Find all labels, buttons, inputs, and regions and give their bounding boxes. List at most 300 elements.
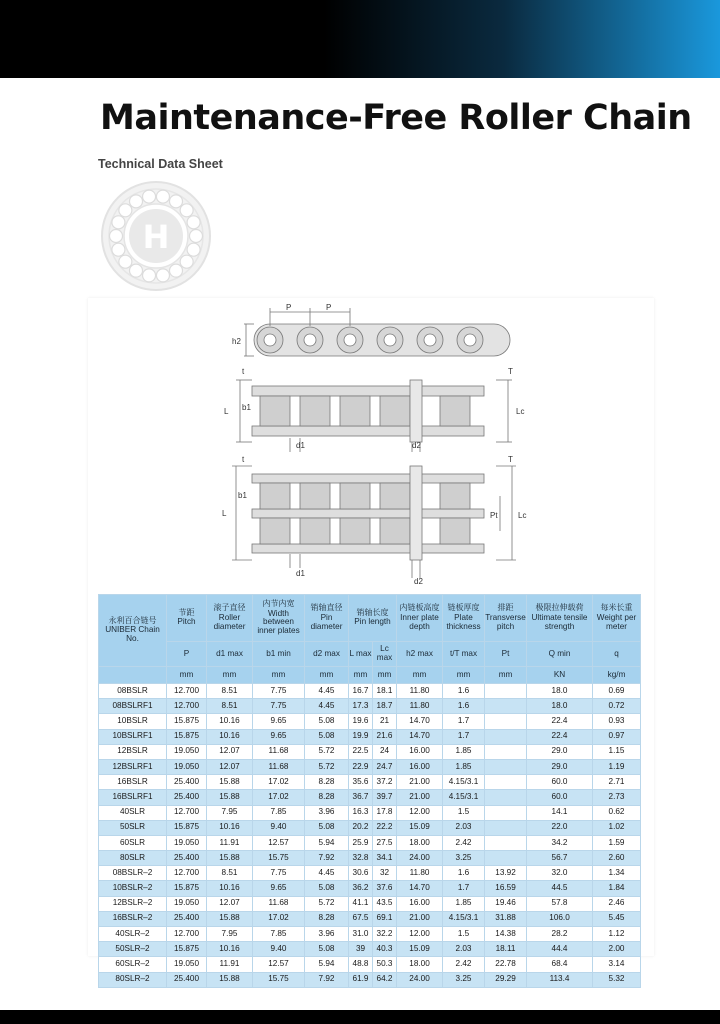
logo-ball xyxy=(156,269,169,282)
header-transverse-pitch: 排距 Transverse pitch xyxy=(485,595,527,642)
table-cell: 25.400 xyxy=(167,851,207,866)
chain-no-cell: 50SLR xyxy=(99,820,167,835)
unit-tensile-strength: KN xyxy=(527,667,593,684)
table-row xyxy=(99,927,641,942)
unit-pin-length-l: mm xyxy=(349,667,373,684)
table-cell: 5.08 xyxy=(305,729,349,744)
table-cell: 44.4 xyxy=(527,942,593,957)
table-cell: 25.9 xyxy=(349,835,373,850)
logo-ball xyxy=(156,190,169,203)
table-cell: 10.16 xyxy=(207,729,253,744)
chain-no-cell: 10BSLR xyxy=(99,714,167,729)
table-cell: 15.875 xyxy=(167,820,207,835)
table-cell: 12.700 xyxy=(167,927,207,942)
table-cell: 0.72 xyxy=(593,699,641,714)
lc-label-2: Lc xyxy=(518,511,527,520)
table-cell: 4.45 xyxy=(305,684,349,699)
table-cell: 18.0 xyxy=(527,684,593,699)
table-cell: 15.88 xyxy=(207,972,253,987)
logo-ball xyxy=(112,216,125,229)
table-cell: 32.8 xyxy=(349,851,373,866)
pt-label: Pt xyxy=(490,511,498,520)
lc-label-1: Lc xyxy=(516,407,525,416)
b1-label-2: b1 xyxy=(238,491,247,500)
table-cell: 14.70 xyxy=(397,714,443,729)
logo-ball xyxy=(119,204,132,217)
table-cell: 32.2 xyxy=(373,927,397,942)
table-cell: 11.80 xyxy=(397,684,443,699)
table-cell: 7.75 xyxy=(253,699,305,714)
table-row xyxy=(99,714,641,729)
chain-no-cell: 80SLR xyxy=(99,851,167,866)
table-cell: 17.02 xyxy=(253,911,305,926)
table-cell: 2.60 xyxy=(593,851,641,866)
chain-side-view xyxy=(244,308,510,356)
table-cell: 18.00 xyxy=(397,835,443,850)
chain-no-cell: 12BSLRF1 xyxy=(99,759,167,774)
table-cell: 15.875 xyxy=(167,942,207,957)
table-cell: 15.88 xyxy=(207,790,253,805)
table-cell: 12.07 xyxy=(207,759,253,774)
table-cell: 50.3 xyxy=(373,957,397,972)
table-cell: 11.91 xyxy=(207,835,253,850)
table-cell: 4.45 xyxy=(305,866,349,881)
table-cell xyxy=(485,835,527,850)
pitch-label-2: P xyxy=(326,303,332,312)
table-cell: 48.8 xyxy=(349,957,373,972)
table-cell: 19.050 xyxy=(167,957,207,972)
table-cell: 25.400 xyxy=(167,911,207,926)
table-row xyxy=(99,881,641,896)
table-cell: 8.28 xyxy=(305,790,349,805)
table-cell: 5.32 xyxy=(593,972,641,987)
table-cell: 21.00 xyxy=(397,911,443,926)
table-cell: 15.88 xyxy=(207,851,253,866)
table-cell: 24 xyxy=(373,744,397,759)
logo-ball xyxy=(180,255,193,268)
table-cell: 1.34 xyxy=(593,866,641,881)
table-cell: 34.1 xyxy=(373,851,397,866)
table-cell: 34.2 xyxy=(527,835,593,850)
logo-letter: H xyxy=(142,218,170,256)
chain-double-view xyxy=(232,466,516,578)
table-row xyxy=(99,729,641,744)
table-cell: 18.7 xyxy=(373,699,397,714)
table-cell: 19.050 xyxy=(167,759,207,774)
table-cell: 7.85 xyxy=(253,805,305,820)
table-cell: 40.3 xyxy=(373,942,397,957)
table-cell: 14.70 xyxy=(397,881,443,896)
table-cell: 11.68 xyxy=(253,744,305,759)
table-cell: 39 xyxy=(349,942,373,957)
unit-pitch: mm xyxy=(167,667,207,684)
sym-tensile-strength: Q min xyxy=(527,642,593,667)
table-cell: 1.6 xyxy=(443,684,485,699)
table-cell: 19.050 xyxy=(167,896,207,911)
t-label-1: t xyxy=(242,367,245,376)
table-cell: 9.65 xyxy=(253,729,305,744)
table-cell: 41.1 xyxy=(349,896,373,911)
header-bar xyxy=(0,0,720,78)
table-header xyxy=(99,595,641,684)
sym-pin-length-lc: Lc max xyxy=(373,642,397,667)
chain-drawing xyxy=(212,302,538,586)
table-cell: 32 xyxy=(373,866,397,881)
header-tensile-strength: 极限拉伸载荷 Ultimate tensile strength xyxy=(527,595,593,642)
table-cell xyxy=(485,790,527,805)
table-cell: 21.00 xyxy=(397,775,443,790)
table-cell: 27.5 xyxy=(373,835,397,850)
table-cell: 1.5 xyxy=(443,805,485,820)
d1-label-1: d1 xyxy=(296,441,305,450)
chain-no-cell: 16BSLR–2 xyxy=(99,911,167,926)
table-cell: 24.00 xyxy=(397,972,443,987)
table-cell: 15.75 xyxy=(253,851,305,866)
sym-plate-depth: h2 max xyxy=(397,642,443,667)
table-cell: 67.5 xyxy=(349,911,373,926)
table-cell: 1.5 xyxy=(443,927,485,942)
table-cell: 19.9 xyxy=(349,729,373,744)
header-plate-thickness: 链板厚度 Plate thickness xyxy=(443,595,485,642)
page-title: Maintenance-Free Roller Chain xyxy=(100,98,692,138)
table-cell: 19.050 xyxy=(167,835,207,850)
table-cell: 19.6 xyxy=(349,714,373,729)
table-cell: 31.0 xyxy=(349,927,373,942)
chain-no-cell: 60SLR–2 xyxy=(99,957,167,972)
header-chain-no: 永利百合链号 UNIBER Chain No. xyxy=(99,595,167,667)
table-cell: 68.4 xyxy=(527,957,593,972)
table-cell xyxy=(485,851,527,866)
table-cell: 39.7 xyxy=(373,790,397,805)
table-cell: 18.1 xyxy=(373,684,397,699)
chain-no-cell: 50SLR–2 xyxy=(99,942,167,957)
table-cell: 22.0 xyxy=(527,820,593,835)
logo-ball xyxy=(187,216,200,229)
table-cell: 5.72 xyxy=(305,896,349,911)
table-cell: 25.400 xyxy=(167,972,207,987)
table-cell: 15.875 xyxy=(167,714,207,729)
h2-label: h2 xyxy=(232,337,241,346)
table-cell: 8.51 xyxy=(207,699,253,714)
table-cell: 7.75 xyxy=(253,866,305,881)
table-cell: 1.85 xyxy=(443,744,485,759)
logo-ball xyxy=(143,190,156,203)
chain-spec-table xyxy=(98,594,641,988)
table-cell: 5.72 xyxy=(305,759,349,774)
table-cell: 22.4 xyxy=(527,714,593,729)
table-cell: 56.7 xyxy=(527,851,593,866)
table-row xyxy=(99,942,641,957)
table-cell: 16.00 xyxy=(397,896,443,911)
table-row xyxy=(99,972,641,987)
pitch-label-1: P xyxy=(286,303,292,312)
table-row xyxy=(99,759,641,774)
chain-no-cell: 08BSLR xyxy=(99,684,167,699)
table-cell: 2.73 xyxy=(593,790,641,805)
table-cell: 21.00 xyxy=(397,790,443,805)
table-cell: 9.65 xyxy=(253,881,305,896)
table-cell: 11.80 xyxy=(397,699,443,714)
header-pitch: 节距 Pitch xyxy=(167,595,207,642)
table-cell: 12.700 xyxy=(167,684,207,699)
table-cell: 7.85 xyxy=(253,927,305,942)
table-cell xyxy=(485,759,527,774)
table-cell: 12.07 xyxy=(207,744,253,759)
table-cell: 2.46 xyxy=(593,896,641,911)
table-cell: 1.02 xyxy=(593,820,641,835)
table-cell: 5.08 xyxy=(305,942,349,957)
table-cell: 12.57 xyxy=(253,957,305,972)
chain-no-cell: 40SLR xyxy=(99,805,167,820)
table-cell: 60.0 xyxy=(527,775,593,790)
table-cell: 12.700 xyxy=(167,699,207,714)
length-label-1: L xyxy=(224,407,229,416)
table-cell: 36.2 xyxy=(349,881,373,896)
table-cell: 22.5 xyxy=(349,744,373,759)
sym-plate-thickness: t/T max xyxy=(443,642,485,667)
table-row xyxy=(99,957,641,972)
chain-no-cell: 60SLR xyxy=(99,835,167,850)
table-cell: 3.96 xyxy=(305,927,349,942)
table-row xyxy=(99,866,641,881)
table-cell: 14.70 xyxy=(397,729,443,744)
table-cell: 30.6 xyxy=(349,866,373,881)
T-label-2: T xyxy=(508,455,513,464)
table-cell: 3.25 xyxy=(443,851,485,866)
table-cell: 15.09 xyxy=(397,942,443,957)
table-cell: 17.02 xyxy=(253,775,305,790)
header-plate-depth: 内链板高度 Inner plate depth xyxy=(397,595,443,642)
sym-pin-length-l: L max xyxy=(349,642,373,667)
logo-ball xyxy=(119,255,132,268)
sym-pitch: P xyxy=(167,642,207,667)
table-cell: 28.2 xyxy=(527,927,593,942)
table-cell: 21 xyxy=(373,714,397,729)
chain-no-cell: 80SLR–2 xyxy=(99,972,167,987)
unit-chain-no xyxy=(99,667,167,684)
table-cell: 22.4 xyxy=(527,729,593,744)
table-cell: 2.03 xyxy=(443,820,485,835)
table-cell: 22.78 xyxy=(485,957,527,972)
table-row xyxy=(99,911,641,926)
chain-no-cell: 10BSLR–2 xyxy=(99,881,167,896)
table-cell xyxy=(485,805,527,820)
table-cell: 1.84 xyxy=(593,881,641,896)
table-cell: 9.40 xyxy=(253,942,305,957)
logo-ball xyxy=(143,269,156,282)
length-label-2: L xyxy=(222,509,227,518)
unit-pin-length-lc: mm xyxy=(373,667,397,684)
table-cell: 1.15 xyxy=(593,744,641,759)
table-cell: 20.2 xyxy=(349,820,373,835)
table-row xyxy=(99,775,641,790)
table-cell: 1.59 xyxy=(593,835,641,850)
table-cell: 24.00 xyxy=(397,851,443,866)
table-cell: 1.85 xyxy=(443,759,485,774)
table-cell: 25.400 xyxy=(167,790,207,805)
sym-transverse-pitch: Pt xyxy=(485,642,527,667)
table-cell: 2.42 xyxy=(443,957,485,972)
table-cell: 31.88 xyxy=(485,911,527,926)
logo-ball xyxy=(180,204,193,217)
table-cell: 17.8 xyxy=(373,805,397,820)
table-cell: 0.97 xyxy=(593,729,641,744)
table-cell: 5.94 xyxy=(305,835,349,850)
chain-no-cell: 16BSLR xyxy=(99,775,167,790)
table-cell: 113.4 xyxy=(527,972,593,987)
table-cell: 15.88 xyxy=(207,911,253,926)
table-row xyxy=(99,684,641,699)
chain-no-cell: 16BSLRF1 xyxy=(99,790,167,805)
table-cell: 1.7 xyxy=(443,714,485,729)
header-inner-width: 内节内宽 Width between inner plates xyxy=(253,595,305,642)
table-cell: 64.2 xyxy=(373,972,397,987)
header-roller-diameter: 滚子直径 Roller diameter xyxy=(207,595,253,642)
table-cell: 16.00 xyxy=(397,759,443,774)
table-cell: 10.16 xyxy=(207,881,253,896)
b1-label-1: b1 xyxy=(242,403,251,412)
table-row xyxy=(99,896,641,911)
unit-roller-diameter: mm xyxy=(207,667,253,684)
table-cell: 16.59 xyxy=(485,881,527,896)
table-cell: 17.02 xyxy=(253,790,305,805)
table-cell: 16.3 xyxy=(349,805,373,820)
table-cell: 18.00 xyxy=(397,957,443,972)
table-cell: 22.2 xyxy=(373,820,397,835)
table-cell: 8.51 xyxy=(207,866,253,881)
table-cell: 11.91 xyxy=(207,957,253,972)
table-cell: 12.00 xyxy=(397,927,443,942)
table-cell: 17.3 xyxy=(349,699,373,714)
table-cell xyxy=(485,714,527,729)
table-body xyxy=(99,684,641,988)
table-cell: 1.85 xyxy=(443,896,485,911)
table-cell: 8.51 xyxy=(207,684,253,699)
table-cell: 15.88 xyxy=(207,775,253,790)
table-cell xyxy=(485,684,527,699)
table-cell: 11.68 xyxy=(253,759,305,774)
table-cell: 15.75 xyxy=(253,972,305,987)
table-cell: 24.7 xyxy=(373,759,397,774)
table-cell: 37.6 xyxy=(373,881,397,896)
logo-ball xyxy=(112,243,125,256)
table-cell: 7.92 xyxy=(305,851,349,866)
T-label-1: T xyxy=(508,367,513,376)
t-label-2: t xyxy=(242,455,245,464)
logo-ball xyxy=(187,243,200,256)
table-cell: 106.0 xyxy=(527,911,593,926)
table-cell: 7.75 xyxy=(253,684,305,699)
table-cell xyxy=(485,820,527,835)
table-cell: 69.1 xyxy=(373,911,397,926)
unit-weight: kg/m xyxy=(593,667,641,684)
table-cell: 19.46 xyxy=(485,896,527,911)
sym-roller-diameter: d1 max xyxy=(207,642,253,667)
chain-single-view xyxy=(236,380,512,452)
chain-no-cell: 08BSLRF1 xyxy=(99,699,167,714)
table-cell: 3.14 xyxy=(593,957,641,972)
table-cell: 2.71 xyxy=(593,775,641,790)
chain-no-cell: 12BSLR xyxy=(99,744,167,759)
table-cell: 19.050 xyxy=(167,744,207,759)
sym-weight: q xyxy=(593,642,641,667)
logo-ball xyxy=(110,230,123,243)
d2-label-2: d2 xyxy=(414,577,423,586)
table-cell: 1.12 xyxy=(593,927,641,942)
table-row xyxy=(99,820,641,835)
table-cell: 12.57 xyxy=(253,835,305,850)
unit-plate-depth: mm xyxy=(397,667,443,684)
table-cell: 16.7 xyxy=(349,684,373,699)
table-cell: 5.08 xyxy=(305,820,349,835)
table-row xyxy=(99,851,641,866)
header-weight: 每米长重 Weight per meter xyxy=(593,595,641,642)
header-pin-length: 销轴长度 Pin length xyxy=(349,595,397,642)
table-cell: 4.15/3.1 xyxy=(443,790,485,805)
table-cell: 32.0 xyxy=(527,866,593,881)
table-cell: 1.7 xyxy=(443,881,485,896)
unit-pin-diameter: mm xyxy=(305,667,349,684)
table-cell: 44.5 xyxy=(527,881,593,896)
table-cell: 11.80 xyxy=(397,866,443,881)
table-cell: 2.00 xyxy=(593,942,641,957)
table-cell: 7.95 xyxy=(207,927,253,942)
sym-pin-diameter: d2 max xyxy=(305,642,349,667)
table-cell: 1.19 xyxy=(593,759,641,774)
table-cell: 5.72 xyxy=(305,744,349,759)
table-cell: 29.29 xyxy=(485,972,527,987)
table-cell: 36.7 xyxy=(349,790,373,805)
table-cell: 61.9 xyxy=(349,972,373,987)
table-cell: 37.2 xyxy=(373,775,397,790)
table-cell: 12.07 xyxy=(207,896,253,911)
table-cell: 9.65 xyxy=(253,714,305,729)
table-cell: 12.700 xyxy=(167,805,207,820)
table-cell: 1.7 xyxy=(443,729,485,744)
page-subtitle: Technical Data Sheet xyxy=(98,157,223,171)
logo-ball xyxy=(130,195,143,208)
table-cell: 10.16 xyxy=(207,942,253,957)
table-cell: 4.15/3.1 xyxy=(443,775,485,790)
table-cell: 14.38 xyxy=(485,927,527,942)
table-cell: 57.8 xyxy=(527,896,593,911)
table-cell: 1.6 xyxy=(443,699,485,714)
table-cell: 0.62 xyxy=(593,805,641,820)
table-cell: 8.28 xyxy=(305,911,349,926)
chain-no-cell: 10BSLRF1 xyxy=(99,729,167,744)
logo-ball xyxy=(170,264,183,277)
table-cell: 5.08 xyxy=(305,881,349,896)
table-cell: 3.96 xyxy=(305,805,349,820)
unit-plate-thickness: mm xyxy=(443,667,485,684)
table-cell: 11.68 xyxy=(253,896,305,911)
footer-bar xyxy=(0,1010,720,1024)
table-cell xyxy=(485,775,527,790)
chain-no-cell: 12BSLR–2 xyxy=(99,896,167,911)
table-cell: 2.03 xyxy=(443,942,485,957)
unit-inner-width: mm xyxy=(253,667,305,684)
d2-label-1: d2 xyxy=(412,441,421,450)
table-cell: 0.93 xyxy=(593,714,641,729)
table-cell: 22.9 xyxy=(349,759,373,774)
table-cell: 15.09 xyxy=(397,820,443,835)
table-row xyxy=(99,805,641,820)
table-cell xyxy=(485,729,527,744)
table-cell: 12.700 xyxy=(167,866,207,881)
table-cell: 43.5 xyxy=(373,896,397,911)
table-row xyxy=(99,835,641,850)
table-cell: 60.0 xyxy=(527,790,593,805)
